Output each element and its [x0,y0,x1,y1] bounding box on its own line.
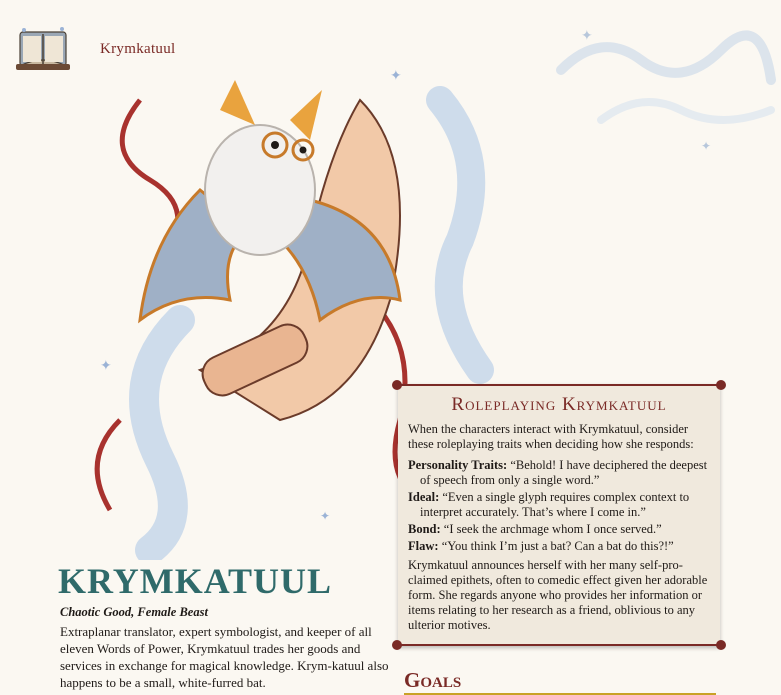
corner-ornament-icon [714,638,728,652]
section-label: Krymkatuul [100,40,176,57]
trait-text: “You think I’m just a bat? Can a bat do this?!” [441,539,674,553]
trait-flaw [408,539,710,554]
trait-label: Ideal: [408,490,440,504]
trait-label: Personality Traits: [408,458,508,472]
trait-bond [408,522,710,537]
svg-text:✦: ✦ [320,509,331,523]
sidebar-intro: When the characters interact with Krymkatuul, consider these roleplaying traits when deciding how she responds: [408,422,694,451]
svg-text:✦: ✦ [390,69,402,84]
sidebar-title: Roleplaying Krymkatuul [451,394,667,415]
corner-ornament-icon [714,378,728,392]
trait-label: Bond: [408,522,441,536]
corner-ornament-icon [390,638,404,652]
svg-text:✦: ✦ [701,139,712,153]
svg-text:✦: ✦ [100,359,112,374]
trait-text: “I seek the archmage whom I once served.” [443,522,662,536]
trait-text: “Behold! I have deciphered the deepest of speech from only a single word.” [420,458,708,487]
trait-ideal [408,490,710,520]
creature-description: Extraplanar translator, expert symbologist, and keeper of all eleven Words of Power, Krymkatuul trades her goods and services in exchange for magical knowledge. Krym-katuul also happens to be a small, white-furred bat. [60,624,389,690]
goals-heading: Goals [404,668,462,692]
creature-name: KRYMKATUUL [58,561,333,601]
corner-ornament-icon [390,378,404,392]
trait-personality [408,458,710,488]
creature-subtitle: Chaotic Good, Female Beast [60,605,208,619]
trait-text: “Even a single glyph requires complex context to interpret accurately. That’s where I come in.” [420,490,690,519]
trait-label: Flaw: [408,539,439,553]
decorative-swirl [541,10,781,170]
sidebar-closing: Krymkatuul announces herself with her many self-pro-claimed epithets, often to comedic effect given her adorable form. She regards anyone who provides her information or items relating to her research as a friend, oblivious to any ulterior motives. [408,558,708,632]
svg-text:✦: ✦ [581,29,593,44]
roleplaying-sidebar [398,384,720,646]
